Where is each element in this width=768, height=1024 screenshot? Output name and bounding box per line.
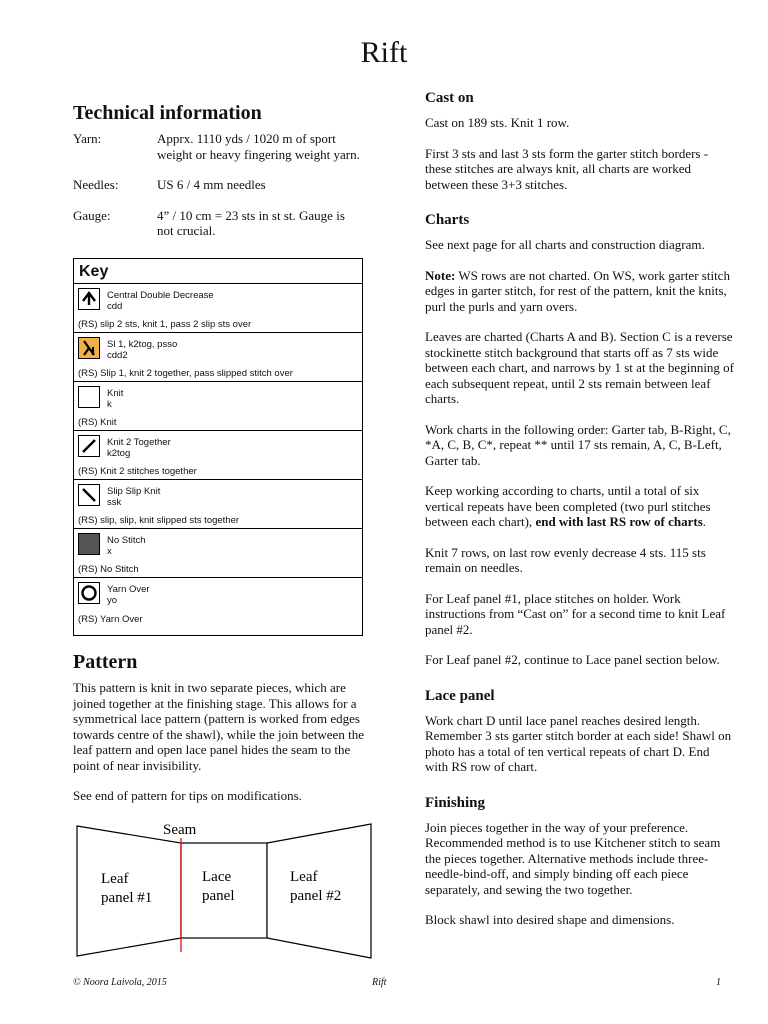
key-name: Slip Slip Knit — [107, 486, 161, 497]
charts-p8: For Leaf panel #2, continue to Lace panel section below. — [425, 652, 720, 667]
footer-copyright: © Noora Laivola, 2015 — [73, 977, 167, 988]
leaf1-label-line2: panel #1 — [101, 890, 153, 906]
lace-label-line1: Lace — [202, 869, 232, 885]
finishing-p2: Block shawl into desired shape and dimensions. — [425, 912, 675, 927]
key-abbr: yo — [107, 595, 118, 606]
pattern-intro: This pattern is knit in two separate pieces, which are joined together at the finishing stage. This allows for a symmetrical lace pattern (pattern is worked from edges towards centre of the shawl), while the join between the leaf pattern and open lace panel hides the seam to the point of near invisibility. — [73, 680, 364, 773]
charts-p1: See next page for all charts and construction diagram. — [425, 237, 705, 252]
key-abbr: k2tog — [107, 448, 131, 459]
sl1-k2tog-psso-icon — [78, 337, 100, 359]
key-abbr: k — [107, 399, 112, 410]
charts-p3: Leaves are charted (Charts A and B). Section C is a reverse stockinette stitch background that starts off as 7 sts wide between each chart, and narrows by 1 st at the beginning of each subsequent repeat, until 2 sts remain between leaf charts. — [425, 329, 735, 406]
right-column — [425, 90, 735, 928]
needles-label: Needles: — [73, 177, 119, 192]
needles-value: US 6 / 4 mm needles — [157, 177, 266, 192]
finishing-p1: Join pieces together in the way of your preference. Recommended method is to use Kitchener stitch to seam the pieces together. Alternative methods include three-needle-bind-off, and simply binding off each piece separately, and sewing the two together. — [425, 819, 721, 897]
charts-p7: For Leaf panel #1, place stitches on holder. Work instructions from “Cast on” for a second time to knit Leaf panel #2. — [425, 590, 726, 637]
gauge-row — [73, 208, 363, 239]
charts-heading: Charts — [425, 212, 470, 228]
cast-on-p2: First 3 sts and last 3 sts form the garter stitch borders - these stitches are always knit, all charts are worked between these 3+3 stitches. — [425, 145, 709, 192]
yarn-row — [73, 131, 363, 162]
key-abbr: ssk — [107, 497, 122, 508]
pattern-modifications-note: See end of pattern for tips on modifications. — [73, 788, 302, 803]
key-name: Knit — [107, 388, 124, 399]
key-abbr: x — [107, 546, 112, 557]
key-desc: (RS) Knit — [78, 417, 117, 428]
knit-icon — [78, 386, 100, 408]
key-item-cdd2 — [74, 333, 362, 382]
key-item-cdd — [74, 284, 362, 333]
cast-on-heading: Cast on — [425, 90, 474, 106]
charts-p4: Work charts in the following order: Garter tab, B-Right, C, *A, C, B, C*, repeat ** until 17 sts remain, A, C, B-Left, Garter tab. — [425, 421, 731, 468]
key-name: Yarn Over — [107, 584, 150, 595]
gauge-label: Gauge: — [73, 207, 111, 223]
key-item-yarn-over — [74, 578, 362, 627]
footer-title: Rift — [372, 977, 387, 988]
key-desc: (RS) Slip 1, knit 2 together, pass slipped stitch over — [78, 368, 293, 379]
lace-panel-heading: Lace panel — [425, 687, 495, 704]
no-stitch-icon — [78, 533, 100, 555]
pattern-heading: Pattern — [73, 651, 138, 673]
ssk-icon — [78, 484, 100, 506]
p5-text: Keep working according to charts, until a total of six vertical repeats have been completed (two purl stitches between each chart), — [425, 483, 711, 529]
key-desc: (RS) slip, slip, knit slipped sts together — [78, 515, 240, 526]
key-name: Sl 1, k2tog, psso — [107, 339, 178, 350]
key-desc: (RS) Yarn Over — [78, 614, 143, 625]
leaf2-label-line2: panel #2 — [290, 888, 342, 904]
gauge-value: 4” / 10 cm = 23 sts in st st. Gauge is not crucial. — [157, 207, 345, 238]
p5-bold: end with last RS row of charts — [535, 514, 703, 529]
stitch-key — [73, 258, 363, 636]
charts-p6: Knit 7 rows, on last row evenly decrease 4 sts. 115 sts remain on needles. — [425, 544, 706, 575]
page-title: Rift — [360, 36, 408, 69]
key-item-ssk — [74, 480, 362, 529]
yarn-label: Yarn: — [73, 131, 102, 146]
key-abbr: cdd2 — [107, 350, 128, 361]
key-desc: (RS) No Stitch — [78, 564, 139, 575]
key-title: Key — [74, 259, 362, 284]
k2tog-icon — [78, 435, 100, 457]
key-name: No Stitch — [107, 535, 146, 546]
left-column — [73, 102, 363, 239]
page-number: 1 — [716, 977, 721, 988]
key-item-knit — [74, 382, 362, 431]
key-item-k2tog — [74, 431, 362, 480]
key-item-no-stitch — [74, 529, 362, 578]
yarn-over-icon — [78, 582, 100, 604]
needles-row — [73, 177, 363, 193]
finishing-heading: Finishing — [425, 794, 486, 811]
charts-note — [425, 268, 735, 315]
cast-on-p1: Cast on 189 sts. Knit 1 row. — [425, 115, 570, 130]
seam-label: Seam — [163, 822, 197, 838]
lace-panel-p1: Work chart D until lace panel reaches desired length. Remember 3 sts garter stitch border at each side! Shawl on photo has a total of ten vertical repeats of chart D. End with RS row of chart. — [425, 712, 732, 774]
key-desc: (RS) Knit 2 stitches together — [78, 466, 197, 477]
key-desc: (RS) slip 2 sts, knit 1, pass 2 slip sts over — [78, 319, 252, 330]
note-label: Note: — [425, 267, 456, 283]
yarn-value: Apprx. 1110 yds / 1020 m of sport weight or heavy fingering weight yarn. — [157, 131, 360, 162]
pattern-section — [73, 651, 373, 804]
key-name: Knit 2 Together — [107, 437, 171, 448]
construction-diagram — [73, 818, 378, 963]
central-double-decrease-icon — [78, 288, 100, 310]
key-abbr: cdd — [107, 301, 123, 312]
key-name: Central Double Decrease — [107, 290, 214, 301]
lace-label-line2: panel — [202, 888, 235, 904]
technical-heading: Technical information — [73, 102, 262, 124]
leaf2-label-line1: Leaf — [290, 869, 318, 885]
leaf1-label-line1: Leaf — [101, 871, 129, 887]
note-text: WS rows are not charted. On WS, work garter stitch edges in garter stitch, for rest of the pattern, knit the knits, purl the purls and yarn overs. — [425, 267, 730, 314]
charts-p5 — [425, 483, 735, 530]
p5-end: . — [702, 514, 707, 529]
